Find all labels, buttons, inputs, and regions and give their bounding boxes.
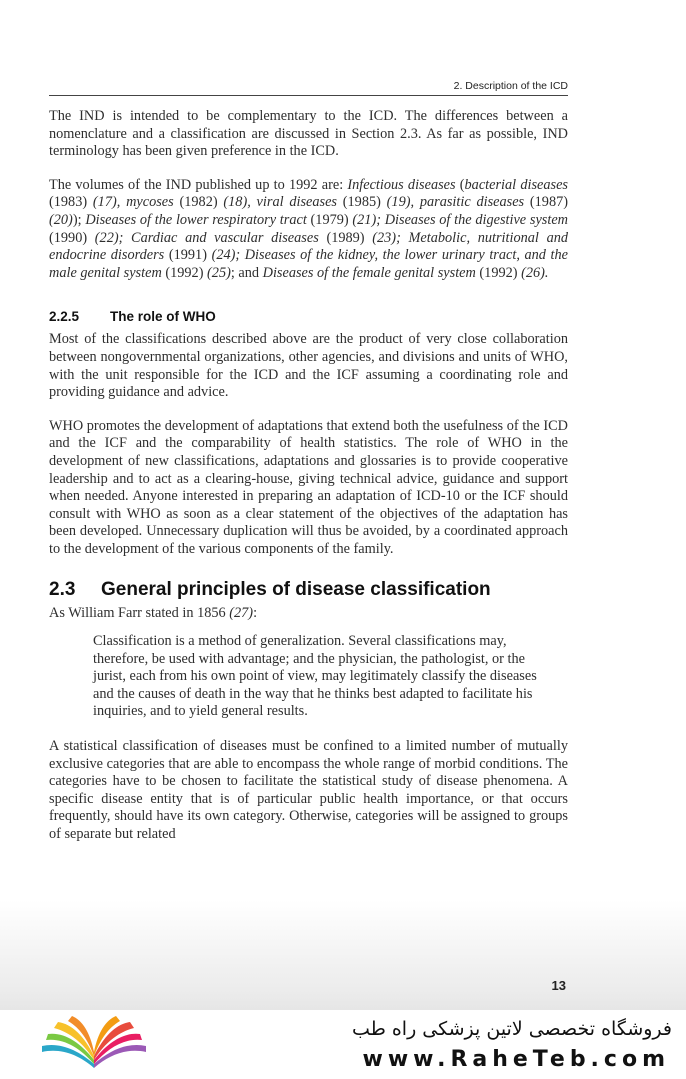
page-number: 13: [551, 978, 566, 993]
subsection-number: 2.2.5: [49, 309, 80, 325]
section-number: 2.3: [49, 579, 76, 601]
italic-run: (23); Metabolic, nutritional and endocrine disorders: [49, 229, 569, 264]
italic-run: (18), viral diseases: [223, 194, 337, 211]
paragraph-who-collaboration: Most of the classifications described above are the product of very close collaboration between nongovernmental organizations, other agencies, and divisions and units of WHO, with the unit responsible for the ICD and the ICF assuming a coordinating role and providing guidance and advice.: [49, 331, 568, 401]
text-run: (1992): [475, 264, 522, 281]
shop-url[interactable]: www.RaheTeb.com: [362, 1047, 670, 1072]
text-run: );: [72, 211, 86, 228]
text-run: (1987): [524, 194, 569, 211]
citation-reference: (27): [229, 605, 254, 622]
subsection-title: The role of WHO: [110, 309, 216, 325]
paragraph-statistical-classification: A statistical classification of diseases must be confined to a limited number of mutually exclusive categories that are able to encompass the whole range of morbid conditions. The categories have to be chosen to facilitate the statistical study of disease phenomena. A specific disease entity that is of particular public health importance, or that occurs frequently, should have its own category. Otherwise, categories will be assigned to groups of separate but related: [49, 738, 568, 842]
italic-run: (24); Diseases of the kidney, the lower urinary tract, and the male genital system: [49, 247, 568, 281]
paragraph-who-promotes: WHO promotes the development of adaptations that extend both the usefulness of the ICD and the ICF and the comparability of health statistics. The role of WHO in the development of new classifications, adaptations and glossaries is to provide cooperative leadership and to act as a clearing-house, giving technical advice, guidance and support when needed. Anyone interested in preparing an adaptation of ICD-10 or the ICF should consult with WHO as soon as a clear statement of the objectives of the adaptation has been developed. Unnecessary duplication will thus be avoided, by a coordinated approach to the development of the various components of the family.: [49, 417, 568, 557]
italic-run: Diseases of the lower respiratory tract: [85, 211, 307, 228]
italic-run: (25): [207, 264, 231, 281]
italic-run: (19), parasitic diseases: [386, 194, 525, 211]
text-run: (1989): [318, 229, 373, 246]
paragraph-ind-volumes: [49, 177, 568, 283]
italic-run: (21); Diseases of the digestive system: [352, 211, 569, 228]
section-heading-2-3: [49, 579, 568, 601]
text-run: (1982): [173, 194, 224, 211]
text-run: (: [455, 176, 465, 193]
italic-run: (20): [49, 211, 73, 228]
text-run: (1990): [49, 229, 95, 246]
text-run: As William Farr stated in 1856: [49, 605, 230, 622]
italic-run: (17), mycoses: [92, 194, 174, 211]
text-run: (1983): [49, 194, 93, 211]
text-run: ; and: [230, 264, 263, 281]
page-body: [49, 108, 568, 860]
italic-run: (22); Cardiac and vascular diseases: [94, 229, 319, 246]
text-run: (1985): [337, 194, 387, 211]
italic-run: bacterial diseases: [464, 176, 568, 193]
paragraph-ind-complementary: The IND is intended to be complementary to the ICD. The differences between a nomenclature and a classification are discussed in Section 2.3. As far as possible, IND terminology has been given preference in the ICD.: [49, 108, 568, 160]
italic-run: (26).: [521, 264, 549, 281]
text-run: :: [253, 605, 258, 622]
running-header: 2. Description of the ICD: [49, 80, 568, 96]
text-run: The volumes of the IND published up to 1992 are:: [49, 176, 348, 193]
farr-quotation: Classification is a method of generalization. Several classifications may, therefore, be used with advantage; and the physician, the pathologist, or the jurist, each from his own point of view, may legitimately classify the diseases and the causes of death in the way that he thinks best adapted to facilitate his inquiries, and to yield general results.: [93, 633, 537, 720]
text-run: (1991): [164, 247, 212, 264]
italic-run: Diseases of the female genital system: [262, 264, 476, 281]
text-run: (1992): [161, 264, 208, 281]
open-book-logo-icon: [38, 1012, 150, 1072]
paragraph-farr-intro: [49, 605, 568, 623]
shop-name: فروشگاه تخصصی لاتین پزشکی راه طب: [352, 1018, 672, 1040]
text-run: (1979): [306, 211, 353, 228]
italic-run: Infectious diseases: [347, 176, 456, 193]
section-title: General principles of disease classification: [101, 579, 491, 601]
subsection-heading-2-2-5: [49, 309, 568, 324]
